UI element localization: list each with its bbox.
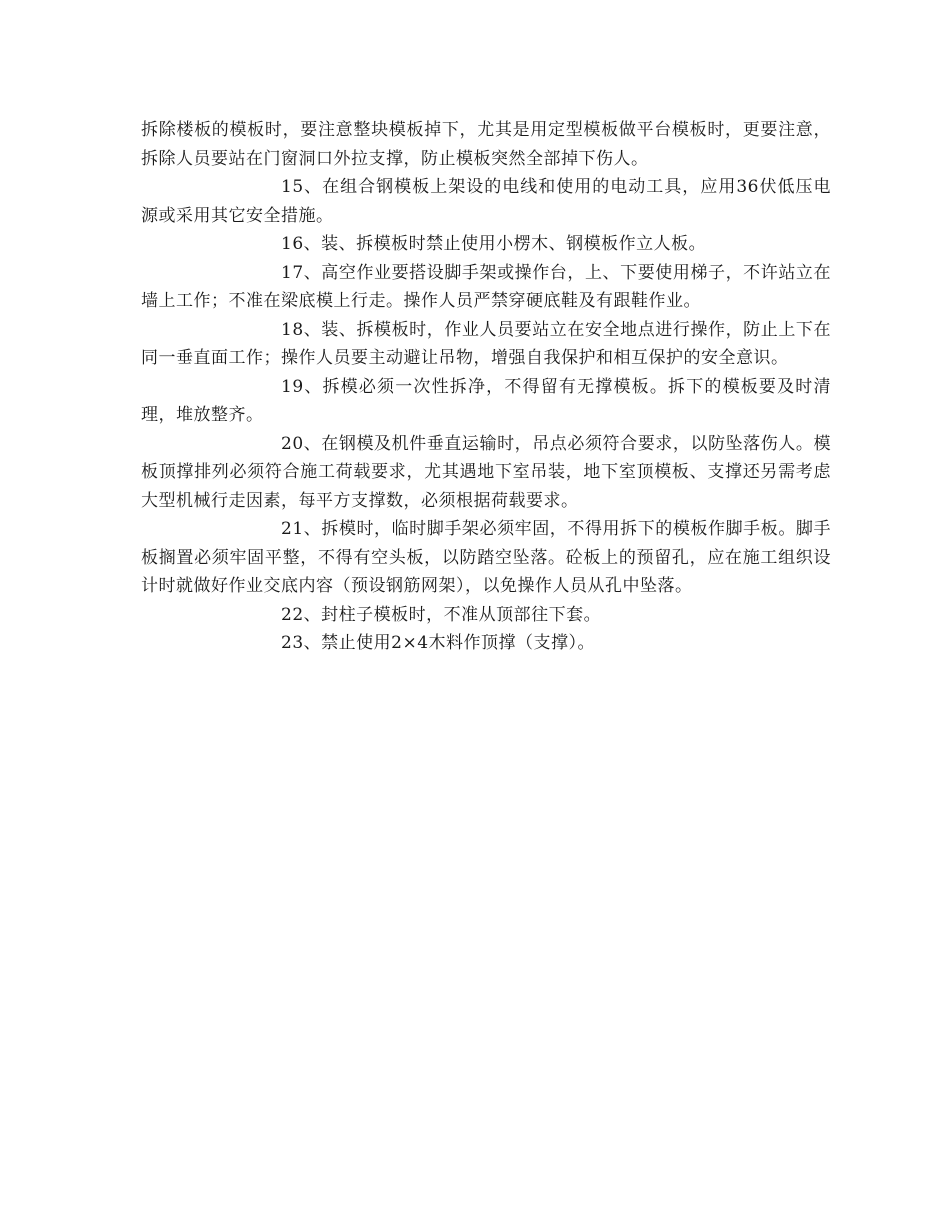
paragraph-item-19: 19、拆模必须一次性拆净，不得留有无撑模板。拆下的模板要及时清理，堆放整齐。	[141, 376, 831, 425]
paragraph-item-22: 22、封柱子模板时，不准从顶部往下套。	[281, 604, 602, 625]
paragraph-item-23: 23、禁止使用2×4木料作顶撑（支撑）。	[281, 633, 596, 653]
paragraph-item-20: 20、在钢模及机件垂直运输时，吊点必须符合要求，以防坠落伤人。模板顶撑排列必须符合施工荷载要求，尤其遇地下室吊装，地下室顶模板、支撑还另需考虑大型机械行走因素，每平方支撑数，必须根据荷载要求。	[141, 433, 831, 511]
paragraph-continuation: 拆除楼板的模板时，要注意整块模板掉下，尤其是用定型模板做平台模板时，更要注意，拆除人员要站在门窗洞口外拉支撑，防止模板突然全部掉下伤人。	[141, 120, 831, 169]
document-body	[141, 116, 831, 658]
paragraph-item-18: 18、装、拆模板时，作业人员要站立在安全地点进行操作，防止上下在同一垂直面工作；操作人员要主动避让吊物，增强自我保护和相互保护的安全意识。	[141, 319, 831, 368]
paragraph-item-17: 17、高空作业要搭设脚手架或操作台，上、下要使用梯子，不许站立在墙上工作；不准在梁底模上行走。操作人员严禁穿硬底鞋及有跟鞋作业。	[141, 262, 831, 311]
paragraph-item-16: 16、装、拆模板时禁止使用小楞木、钢模板作立人板。	[281, 234, 707, 254]
paragraph-item-21: 21、拆模时，临时脚手架必须牢固，不得用拆下的模板作脚手板。脚手板搁置必须牢固平整，不得有空头板，以防踏空坠落。砼板上的预留孔，应在施工组织设计时就做好作业交底内容（预设钢筋网架），以免操作人员从孔中坠落。	[141, 519, 831, 596]
paragraph-item-15: 15、在组合钢模板上架设的电线和使用的电动工具，应用36伏低压电源或采用其它安全措施。	[141, 177, 831, 226]
